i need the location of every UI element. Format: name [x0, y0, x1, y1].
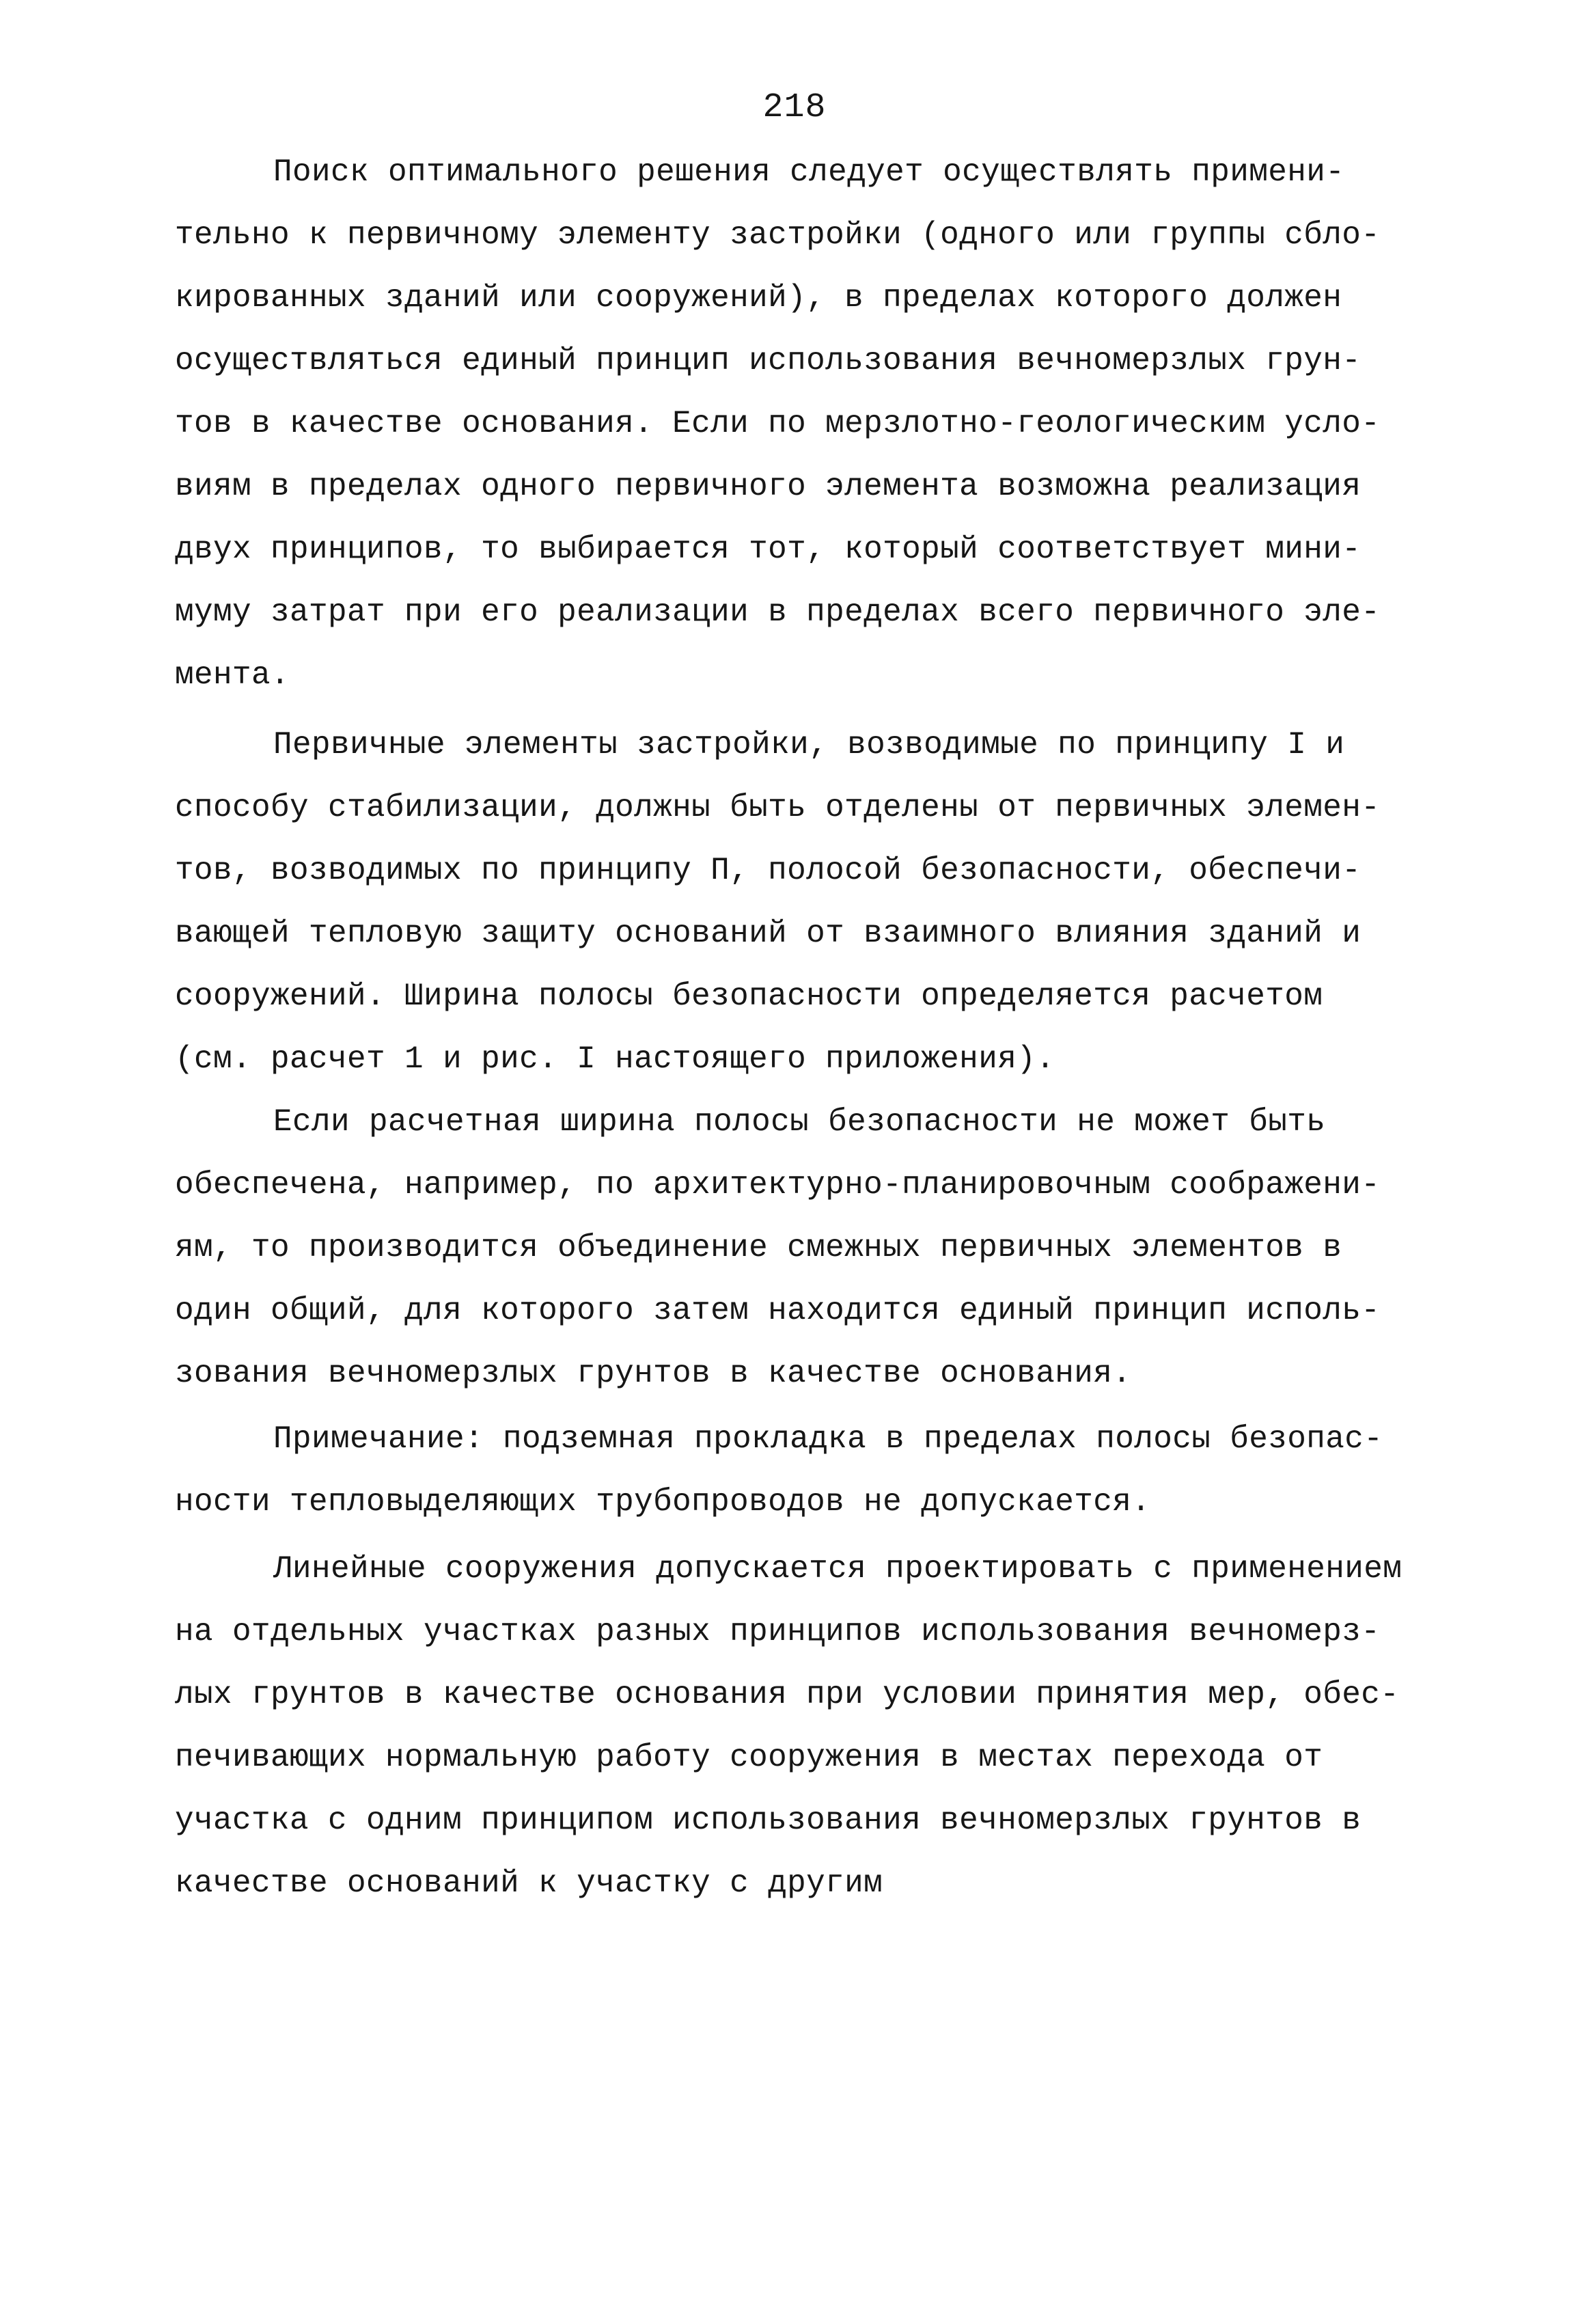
- text-line: мента.: [175, 657, 290, 693]
- text-line: способу стабилизации, должны быть отделены от первичных элемен-: [175, 790, 1381, 825]
- text-line: тельно к первичному элементу застройки (одного или группы сбло-: [175, 217, 1381, 253]
- text-line: Первичные элементы застройки, возводимые по принципу I и: [273, 727, 1345, 763]
- text-line: обеспечена, например, по архитектурно-планировочным соображени-: [175, 1167, 1381, 1203]
- text-line: лых грунтов в качестве основания при условии принятия мер, обес-: [175, 1677, 1400, 1712]
- text-line: на отдельных участках разных принципов использования вечномерз-: [175, 1614, 1381, 1650]
- text-line: ям, то производится объединение смежных первичных элементов в: [175, 1230, 1342, 1266]
- text-line: тов, возводимых по принципу П, полосой безопасности, обеспечи-: [175, 853, 1362, 888]
- text-line: Поиск оптимального решения следует осуществлять примени-: [273, 154, 1345, 190]
- text-line: качестве оснований к участку с другим: [175, 1865, 883, 1901]
- note-line: Примечание: подземная прокладка в пределах полосы безопас-: [273, 1421, 1383, 1457]
- text-line: один общий, для которого затем находится единый принцип исполь-: [175, 1293, 1381, 1328]
- text-line: участка с одним принципом использования вечномерзлых грунтов в: [175, 1803, 1362, 1838]
- text-line: муму затрат при его реализации в пределах всего первичного эле-: [175, 594, 1381, 630]
- page-number: 218: [762, 88, 827, 127]
- text-line: (см. расчет 1 и рис. I настоящего приложения).: [175, 1041, 1055, 1077]
- text-line: осуществляться единый принцип использования вечномерзлых грун-: [175, 343, 1362, 379]
- text-line: зования вечномерзлых грунтов в качестве основания.: [175, 1356, 1132, 1391]
- text-line: тов в качестве основания. Если по мерзлотно-геологическим усло-: [175, 406, 1381, 441]
- text-line: виям в пределах одного первичного элемента возможна реализация: [175, 469, 1362, 504]
- text-line: Линейные сооружения допускается проектировать с применением: [273, 1551, 1403, 1587]
- text-line: Если расчетная ширина полосы безопасности не может быть: [273, 1104, 1326, 1140]
- text-line: двух принципов, то выбирается тот, который соответствует мини-: [175, 532, 1362, 567]
- text-line: печивающих нормальную работу сооружения в местах перехода от: [175, 1740, 1323, 1775]
- text-line: кированных зданий или сооружений), в пределах которого должен: [175, 280, 1342, 316]
- note-line: ности тепловыделяющих трубопроводов не допускается.: [175, 1484, 1151, 1520]
- text-line: сооружений. Ширина полосы безопасности определяется расчетом: [175, 979, 1323, 1014]
- text-line: вающей тепловую защиту оснований от взаимного влияния зданий и: [175, 916, 1362, 951]
